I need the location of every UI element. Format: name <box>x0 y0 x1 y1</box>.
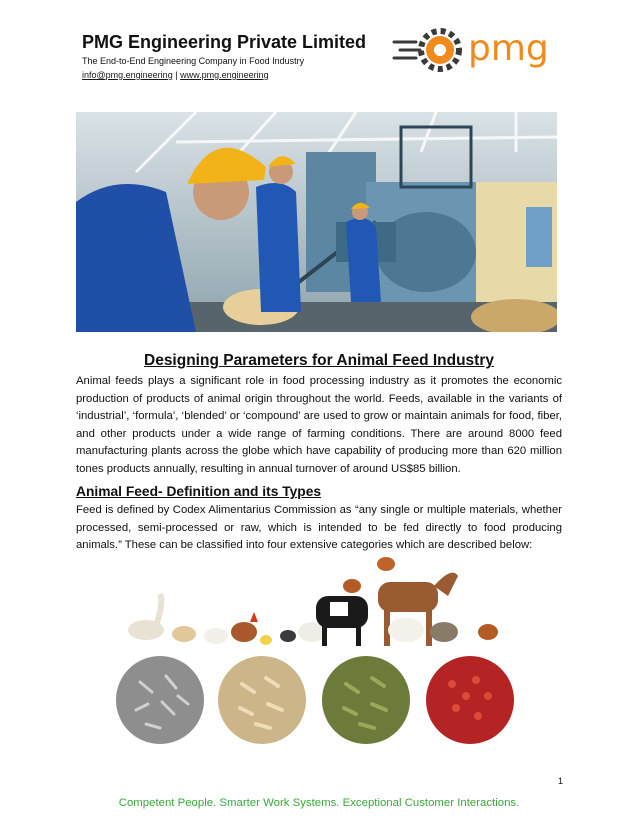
page-title: Designing Parameters for Animal Feed Industry <box>144 352 494 369</box>
animals-row <box>128 557 498 646</box>
contact-line <box>82 70 269 80</box>
company-tagline: The End-to-End Engineering Company in Food Industry <box>82 56 305 66</box>
section-heading: Animal Feed- Definition and its Types <box>76 484 322 499</box>
gear-icon <box>421 31 459 69</box>
feed-pellets-row <box>116 656 514 744</box>
email-link[interactable]: info@pmg.engineering <box>82 70 173 80</box>
website-link[interactable]: www.pmg.engineering <box>180 70 269 80</box>
speed-lines-icon <box>394 42 420 58</box>
definition-paragraph: Feed is defined by Codex Alimentarius Commission as “any single or multiple materials, whether processed, semi-processed or raw, which is intended to be fed directly to food producing animals.” These can be classified into four extensive categories which are described below: <box>76 504 562 552</box>
intro-paragraph: Animal feeds plays a significant role in food processing industry as it promotes the economic production of products of animal origin throughout the world. Feeds, available in the variants of ‘industrial’, ‘formula’, ‘blended’ or ‘compound’ are used to grow or maintain animals for food, fiber, and other products under a wide range of farming conditions. There are around 8000 feed manufacturing plants across the globe which have capability of producing more than 620 million tones products annually, resulting in annual turnover of around US$85 billion. <box>76 375 562 475</box>
pmg-logo <box>392 22 560 80</box>
contact-separator: | <box>175 70 178 80</box>
logo-wordmark: pmg <box>468 28 549 69</box>
page-number: 1 <box>558 776 564 786</box>
animals-and-feed-image <box>116 552 520 748</box>
company-name: PMG Engineering Private Limited <box>82 32 367 52</box>
footer-slogan: Competent People. Smarter Work Systems. Exceptional Customer Interactions. <box>118 797 520 809</box>
feed-mill-photo <box>76 112 557 332</box>
